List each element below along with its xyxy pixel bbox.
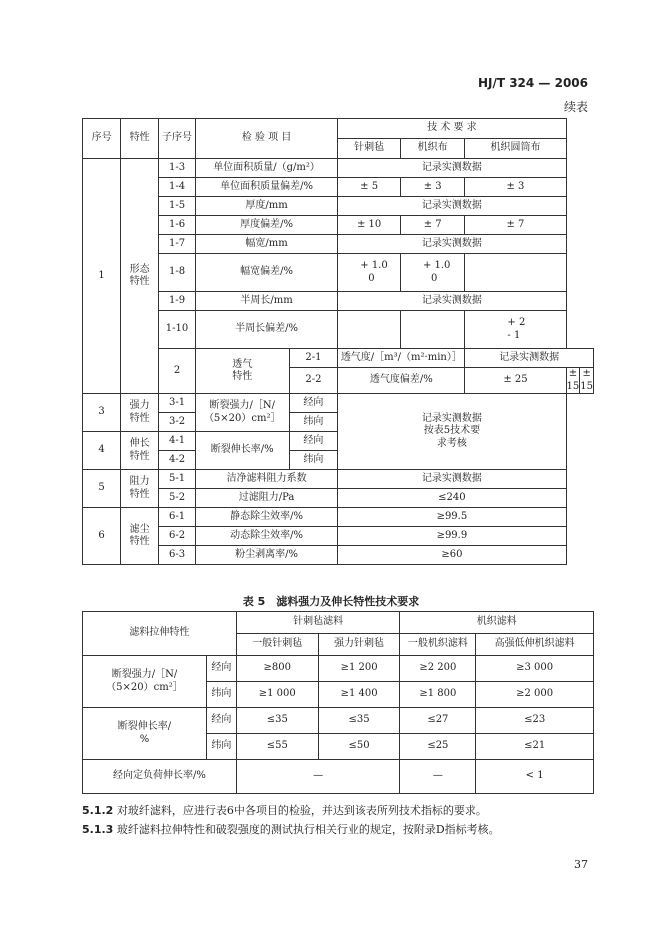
item-name bbox=[195, 394, 289, 432]
value: ≥1 000 bbox=[236, 682, 318, 708]
head-subno: 子序号 bbox=[159, 119, 196, 159]
item-name: 半周长/mm bbox=[195, 292, 337, 311]
req-felt-lower: 0 bbox=[368, 272, 375, 284]
strength-label bbox=[83, 656, 207, 708]
req-tube: ± 7 bbox=[465, 216, 566, 235]
requirement-merged: 记录实测数据 bbox=[338, 197, 566, 216]
head-tube: 机织圆筒布 bbox=[465, 139, 566, 159]
standard-number: HJ/T 324 — 2006 bbox=[477, 76, 588, 90]
requirement-merged: 记录实测数据 bbox=[338, 470, 566, 489]
req-woven bbox=[400, 254, 464, 292]
group-2-property bbox=[195, 349, 289, 394]
load-felt: — bbox=[236, 760, 400, 794]
requirement-merged: 记录实测数据 bbox=[338, 292, 566, 311]
requirement-merged: ≥99.5 bbox=[338, 508, 566, 527]
req-felt: ± 25 bbox=[465, 368, 566, 394]
req-tube-lower: - 1 bbox=[507, 329, 521, 341]
head-no: 序号 bbox=[83, 119, 121, 159]
clause-text: 玻纤滤料拉伸特性和破裂强度的测试执行相关行业的规定，按附录D指标考核。 bbox=[116, 823, 500, 836]
group-1-property-text: 形态特性 bbox=[129, 263, 150, 287]
item-name: 单位面积质量偏差/% bbox=[195, 178, 337, 197]
page-number: 37 bbox=[574, 858, 588, 871]
sub-no: 6-3 bbox=[159, 546, 196, 565]
requirement-merged-text: 记录实测数据按表5技术要求考核 bbox=[421, 412, 482, 449]
direction: 经向 bbox=[289, 432, 338, 451]
sub-no: 6-1 bbox=[159, 508, 196, 527]
req-woven: ± 15 bbox=[566, 368, 580, 392]
sub-no: 4-1 bbox=[159, 432, 196, 451]
group-4-property-text: 伸长特性 bbox=[129, 438, 150, 462]
table-4 bbox=[82, 118, 594, 565]
direction: 经向 bbox=[206, 708, 236, 734]
head-felt: 针刺毡 bbox=[338, 139, 401, 159]
clause-number: 5.1.2 bbox=[82, 804, 114, 817]
value: ≥3 000 bbox=[476, 656, 594, 682]
head-strong-felt: 强力针刺毡 bbox=[318, 634, 400, 656]
clause-number: 5.1.3 bbox=[82, 823, 114, 836]
direction: 经向 bbox=[206, 656, 236, 682]
sub-no: 5-2 bbox=[159, 489, 196, 508]
sub-no: 1-7 bbox=[159, 235, 196, 254]
clause-text: 对玻纤滤料，应进行表6中各项目的检验，并达到该表所列技术指标的要求。 bbox=[116, 804, 487, 817]
value: ≤21 bbox=[476, 734, 594, 760]
item-name: 幅宽偏差/% bbox=[195, 254, 337, 292]
head-general-felt: 一般针刺毡 bbox=[236, 634, 318, 656]
req-tube-upper: + 2 bbox=[507, 317, 526, 328]
group-1-no: 1 bbox=[83, 159, 121, 394]
head-felt-group: 针刺毡滤料 bbox=[236, 612, 400, 634]
req-woven-upper: + 1.0 bbox=[422, 260, 451, 271]
direction: 纬向 bbox=[206, 682, 236, 708]
value: ≤23 bbox=[476, 708, 594, 734]
item-name: 过滤阻力/Pa bbox=[195, 489, 337, 508]
req-felt bbox=[338, 254, 401, 292]
item-name: 厚度/mm bbox=[195, 197, 337, 216]
direction: 经向 bbox=[289, 394, 338, 413]
head-tech: 技 术 要 求 bbox=[338, 119, 566, 139]
continued-label: 续表 bbox=[563, 100, 588, 114]
item-name: 粉尘剥离率/% bbox=[195, 546, 337, 565]
group-5-no: 5 bbox=[83, 470, 121, 508]
requirement-merged: ≥60 bbox=[338, 546, 566, 565]
sub-no: 6-2 bbox=[159, 527, 196, 546]
item-name: 透气度/［m³/（m²·min）］ bbox=[338, 349, 465, 368]
elong-label-lower: % bbox=[139, 733, 150, 745]
req-woven bbox=[400, 311, 464, 349]
req-tube: ± 3 bbox=[465, 178, 566, 197]
requirement-merged: ≤240 bbox=[338, 489, 566, 508]
value: ≤35 bbox=[318, 708, 400, 734]
sub-no: 1-3 bbox=[159, 159, 196, 178]
req-woven: ± 7 bbox=[400, 216, 464, 235]
value: ≤25 bbox=[400, 734, 476, 760]
req-felt bbox=[338, 311, 401, 349]
group-4-property bbox=[121, 432, 159, 470]
sub-no: 3-1 bbox=[159, 394, 196, 413]
item-name: 静态除尘效率/% bbox=[195, 508, 337, 527]
load-label: 经向定负荷伸长率/% bbox=[83, 760, 237, 794]
value: ≤50 bbox=[318, 734, 400, 760]
group-1-property bbox=[121, 159, 159, 394]
group-5-property bbox=[121, 470, 159, 508]
req-felt: ± 10 bbox=[338, 216, 401, 235]
head-property: 特性 bbox=[121, 119, 159, 159]
value: ≥800 bbox=[236, 656, 318, 682]
head-woven: 机织布 bbox=[400, 139, 464, 159]
item-name: 透气度偏差/% bbox=[338, 368, 465, 394]
sub-no: 4-2 bbox=[159, 451, 196, 470]
direction: 纬向 bbox=[289, 451, 338, 470]
sub-no: 5-1 bbox=[159, 470, 196, 489]
sub-no: 1-4 bbox=[159, 178, 196, 197]
head-item: 检 验 项 目 bbox=[195, 119, 337, 159]
group-6-property bbox=[121, 508, 159, 565]
group-6-property-text: 滤尘特性 bbox=[129, 523, 150, 547]
req-tube: ± 15 bbox=[580, 368, 593, 392]
item-name: 动态除尘效率/% bbox=[195, 527, 337, 546]
sub-no: 2-1 bbox=[289, 349, 338, 368]
req-tube bbox=[465, 311, 566, 349]
value: ≥1 400 bbox=[318, 682, 400, 708]
direction: 纬向 bbox=[206, 734, 236, 760]
group-5-property-text: 阻力特性 bbox=[129, 476, 150, 500]
group-3-no: 3 bbox=[83, 394, 121, 432]
value: ≥2 000 bbox=[476, 682, 594, 708]
requirement-merged: ≥99.9 bbox=[338, 527, 566, 546]
requirement-merged: 记录实测数据 bbox=[338, 235, 566, 254]
req-woven: ± 3 bbox=[400, 178, 464, 197]
paragraph-5-1-2 bbox=[82, 802, 487, 818]
group-3-property bbox=[121, 394, 159, 432]
strength-label-text: 断裂强力/［N/（5×20）cm²］ bbox=[106, 669, 183, 693]
head-general-woven: 一般机织滤料 bbox=[400, 634, 476, 656]
head-woven-group: 机织滤料 bbox=[400, 612, 594, 634]
req-felt-upper: + 1.0 bbox=[360, 260, 388, 271]
req-woven-lower: 0 bbox=[430, 272, 438, 284]
group-2-no: 2 bbox=[159, 349, 196, 394]
value: ≤55 bbox=[236, 734, 318, 760]
requirement-merged bbox=[338, 394, 566, 470]
load-high: < 1 bbox=[476, 760, 594, 794]
group-2-property-text: 透气特性 bbox=[232, 358, 253, 382]
direction: 纬向 bbox=[289, 413, 338, 432]
elong-label bbox=[83, 708, 207, 760]
sub-no: 1-8 bbox=[159, 254, 196, 292]
req-felt: ± 5 bbox=[338, 178, 401, 197]
sub-no: 1-5 bbox=[159, 197, 196, 216]
item-name: 断裂伸长率/% bbox=[195, 432, 289, 470]
group-4-no: 4 bbox=[83, 432, 121, 470]
item-name: 厚度偏差/% bbox=[195, 216, 337, 235]
head-prop: 滤料拉伸特性 bbox=[83, 612, 237, 656]
value: ≤35 bbox=[236, 708, 318, 734]
elong-label-upper: 断裂伸长率/ bbox=[117, 721, 172, 732]
paragraph-5-1-3 bbox=[82, 821, 500, 837]
item-name-text: 断裂强力/［N/（5×20）cm²］ bbox=[203, 400, 281, 424]
sub-no: 1-6 bbox=[159, 216, 196, 235]
requirement-merged: 记录实测数据 bbox=[338, 159, 566, 178]
sub-no: 1-9 bbox=[159, 292, 196, 311]
sub-no: 2-2 bbox=[289, 368, 338, 394]
load-woven: — bbox=[400, 760, 476, 794]
item-name: 半周长偏差/% bbox=[195, 311, 337, 349]
table-5 bbox=[82, 611, 594, 794]
item-name: 单位面积质量/（g/m²） bbox=[195, 159, 337, 178]
value: ≥1 200 bbox=[318, 656, 400, 682]
table-5-caption: 表 5 滤料强力及伸长特性技术要求 bbox=[242, 595, 420, 608]
value: ≥2 200 bbox=[400, 656, 476, 682]
req-tube bbox=[465, 254, 566, 292]
group-6-no: 6 bbox=[83, 508, 121, 565]
item-name: 幅宽/mm bbox=[195, 235, 337, 254]
item-name: 洁净滤料阻力系数 bbox=[195, 470, 337, 489]
group-3-property-text: 强力特性 bbox=[129, 400, 150, 424]
value: ≥1 800 bbox=[400, 682, 476, 708]
requirement-merged: 记录实测数据 bbox=[465, 349, 594, 368]
value: ≤27 bbox=[400, 708, 476, 734]
sub-no: 1-10 bbox=[159, 311, 196, 349]
head-high-woven: 高强低伸机织滤料 bbox=[476, 634, 594, 656]
sub-no: 3-2 bbox=[159, 413, 196, 432]
